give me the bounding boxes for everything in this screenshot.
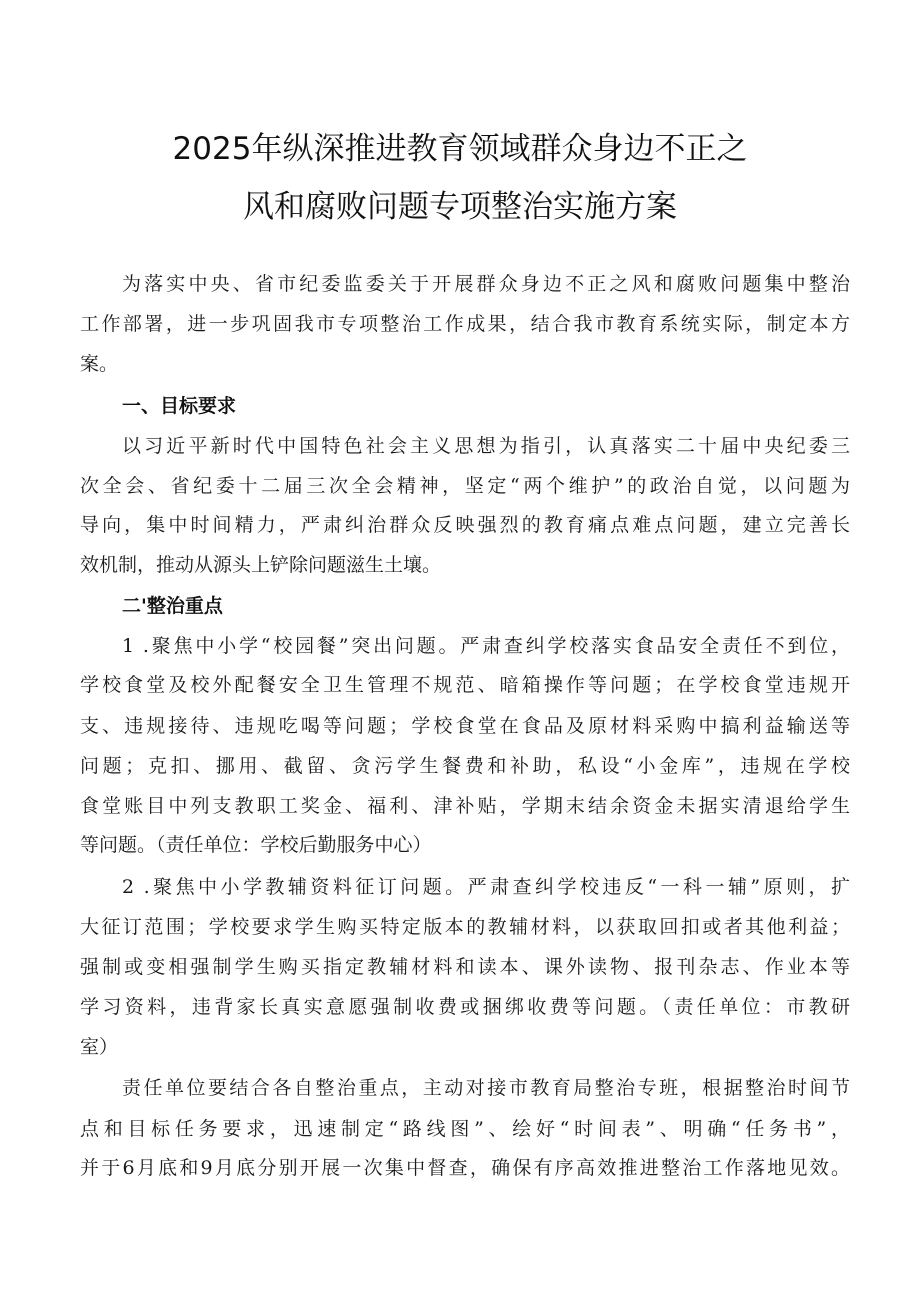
section1-line: 次全会、省纪委十二届三次全会精神，坚定“两个维护”的政治自觉，以问题为 [80,475,850,497]
item2-line: 2 .聚焦中小学教辅资料征订问题。严肃查纠学校违反“一科一辅”原则，扩 [122,876,850,898]
section-heading-goals: 一、目标要求 [122,395,237,417]
section1-line: 效机制，推动从源头上铲除问题滋生土壤。 [80,554,442,576]
item2-line: 强制或变相强制学生购买指定教辅材料和读本、课外读物、报刊杂志、作业本等 [80,956,850,978]
closing-line: 点和目标任务要求，迅速制定“路线图”、绘好“时间表”、明确“任务书”， [80,1118,850,1140]
item1-line: 等问题。（责任单位：学校后勤服务中心） [80,834,432,856]
item1-line: 问题；克扣、挪用、截留、贪污学生餐费和补助，私设“小金库”，违规在学校 [80,755,850,777]
section1-line: 以习近平新时代中国特色社会主义思想为指引，认真落实二十届中央纪委三 [122,435,850,457]
item2-line: 学习资料，违背家长真实意愿强制收费或捆绑收费等问题。（责任单位：市教研 [80,996,850,1018]
intro-line: 工作部署，进一步巩固我市专项整治工作成果，结合我市教育系统实际，制定本方 [80,313,850,335]
item1-line: 1 .聚焦中小学“校园餐”突出问题。严肃查纠学校落实食品安全责任不到位， [122,635,850,657]
item1-line: 食堂账目中列支教职工奖金、福利、津补贴，学期末结余资金未据实清退给学生 [80,795,850,817]
item2-line: 室） [80,1036,119,1058]
item2-line: 大征订范围；学校要求学生购买特定版本的教辅材料，以获取回扣或者其他利益； [80,916,850,938]
closing-line: 并于6月底和9月底分别开展一次集中督查，确保有序高效推进整治工作落地见效。 [80,1157,850,1179]
section1-line: 导向，集中时间精力，严肃纠治群众反映强烈的教育痛点难点问题，建立完善长 [80,514,850,536]
intro-line: 案。 [80,353,119,375]
closing-line: 责任单位要结合各自整治重点，主动对接市教育局整治专班，根据整治时间节 [122,1077,850,1099]
intro-line: 为落实中央、省市纪委监委关于开展群众身边不正之风和腐败问题集中整治 [122,273,850,295]
section-heading-focus: 二'整治重点 [122,595,223,617]
item1-line: 学校食堂及校外配餐安全卫生管理不规范、暗箱操作等问题；在学校食堂违规开 [80,674,850,696]
item1-line: 支、违规接待、违规吃喝等问题；学校食堂在食品及原材料采购中搞利益输送等 [80,715,850,737]
document-title-line-2: 风和腐败问题专项整治实施方案 [243,189,677,225]
document-title-line-1: 2025年纵深推进教育领域群众身边不正之 [172,131,748,167]
